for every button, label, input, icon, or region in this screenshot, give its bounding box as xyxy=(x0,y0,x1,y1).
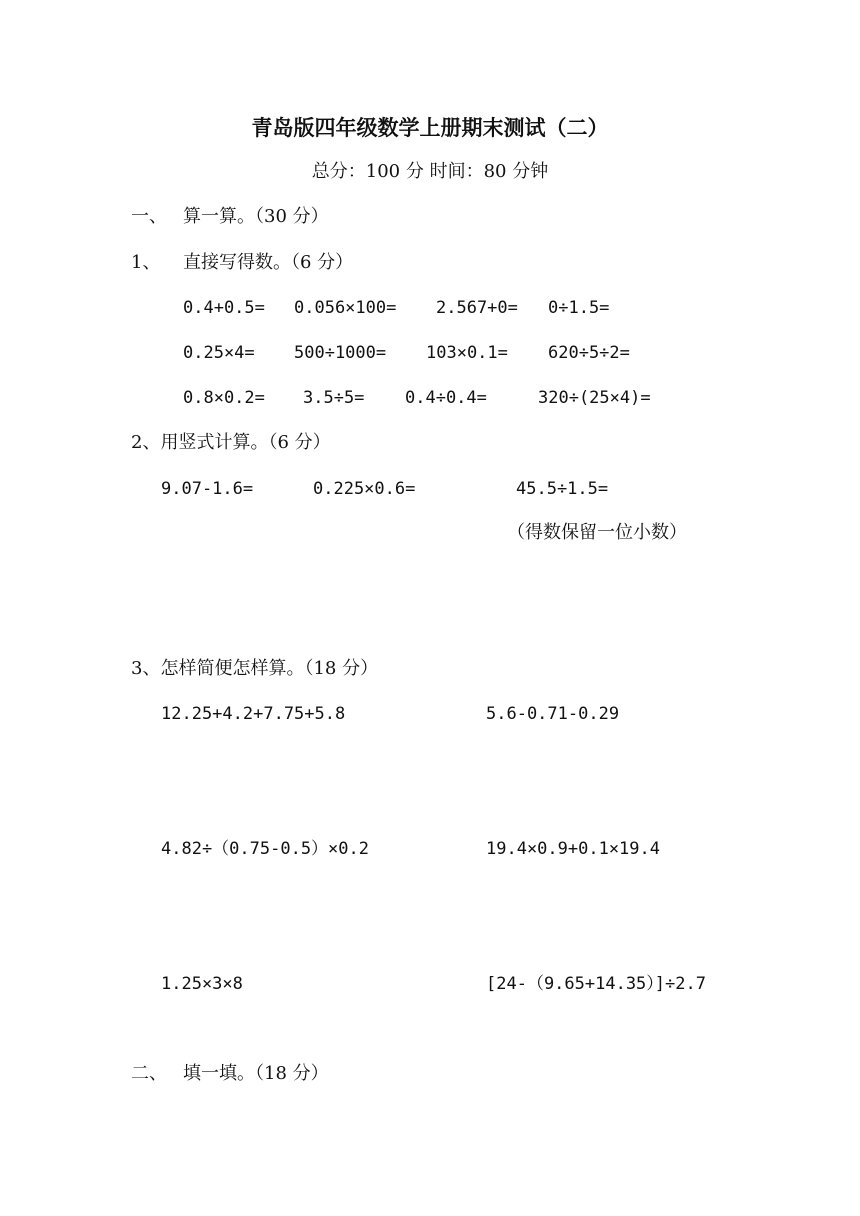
oral-problem: 0.4+0.5= xyxy=(183,298,265,318)
simplify-problem: 5.6-0.71-0.29 xyxy=(486,704,620,724)
question-1-number: 1、 xyxy=(131,252,161,273)
oral-problem: 500÷1000= xyxy=(294,343,387,363)
oral-problem: 0÷1.5= xyxy=(548,298,610,318)
vertical-calc-problem: 9.07-1.6= xyxy=(161,479,254,499)
simplify-problem: 1.25×3×8 xyxy=(161,974,243,994)
simplify-problem: 4.82÷（0.75-0.5）×0.2 xyxy=(161,839,369,859)
oral-problem: 103×0.1= xyxy=(426,343,508,363)
oral-problem: 0.4÷0.4= xyxy=(405,388,487,408)
question-1-heading: 直接写得数。（6 分） xyxy=(183,252,354,273)
simplify-problem: 12.25+4.2+7.75+5.8 xyxy=(161,704,346,724)
oral-problem: 2.567+0= xyxy=(436,298,518,318)
oral-problem: 620÷5÷2= xyxy=(548,343,630,363)
oral-problem: 0.25×4= xyxy=(183,343,255,363)
vertical-calc-problem: 45.5÷1.5= xyxy=(516,479,609,499)
section-2-number: 二、 xyxy=(131,1063,167,1084)
section-1-heading: 算一算。（30 分） xyxy=(183,206,329,227)
simplify-problem: [24-（9.65+14.35）]÷2.7 xyxy=(486,974,706,994)
rounding-note: （得数保留一位小数） xyxy=(507,522,687,543)
question-3-heading: 3、怎样简便怎样算。（18 分） xyxy=(131,658,379,679)
question-2-heading: 2、用竖式计算。（6 分） xyxy=(131,432,331,453)
section-1-number: 一、 xyxy=(131,206,167,227)
simplify-problem: 19.4×0.9+0.1×19.4 xyxy=(486,839,660,859)
oral-problem: 3.5÷5= xyxy=(303,388,365,408)
section-2-heading: 填一填。（18 分） xyxy=(183,1063,329,1084)
oral-problem: 0.056×100= xyxy=(294,298,397,318)
oral-problem: 320÷(25×4)= xyxy=(538,388,651,408)
vertical-calc-problem: 0.225×0.6= xyxy=(313,479,416,499)
oral-problem: 0.8×0.2= xyxy=(183,388,265,408)
score-time-info: 总分：100 分 时间：80 分钟 xyxy=(311,161,549,182)
page-title: 青岛版四年级数学上册期末测试（二） xyxy=(251,115,609,140)
